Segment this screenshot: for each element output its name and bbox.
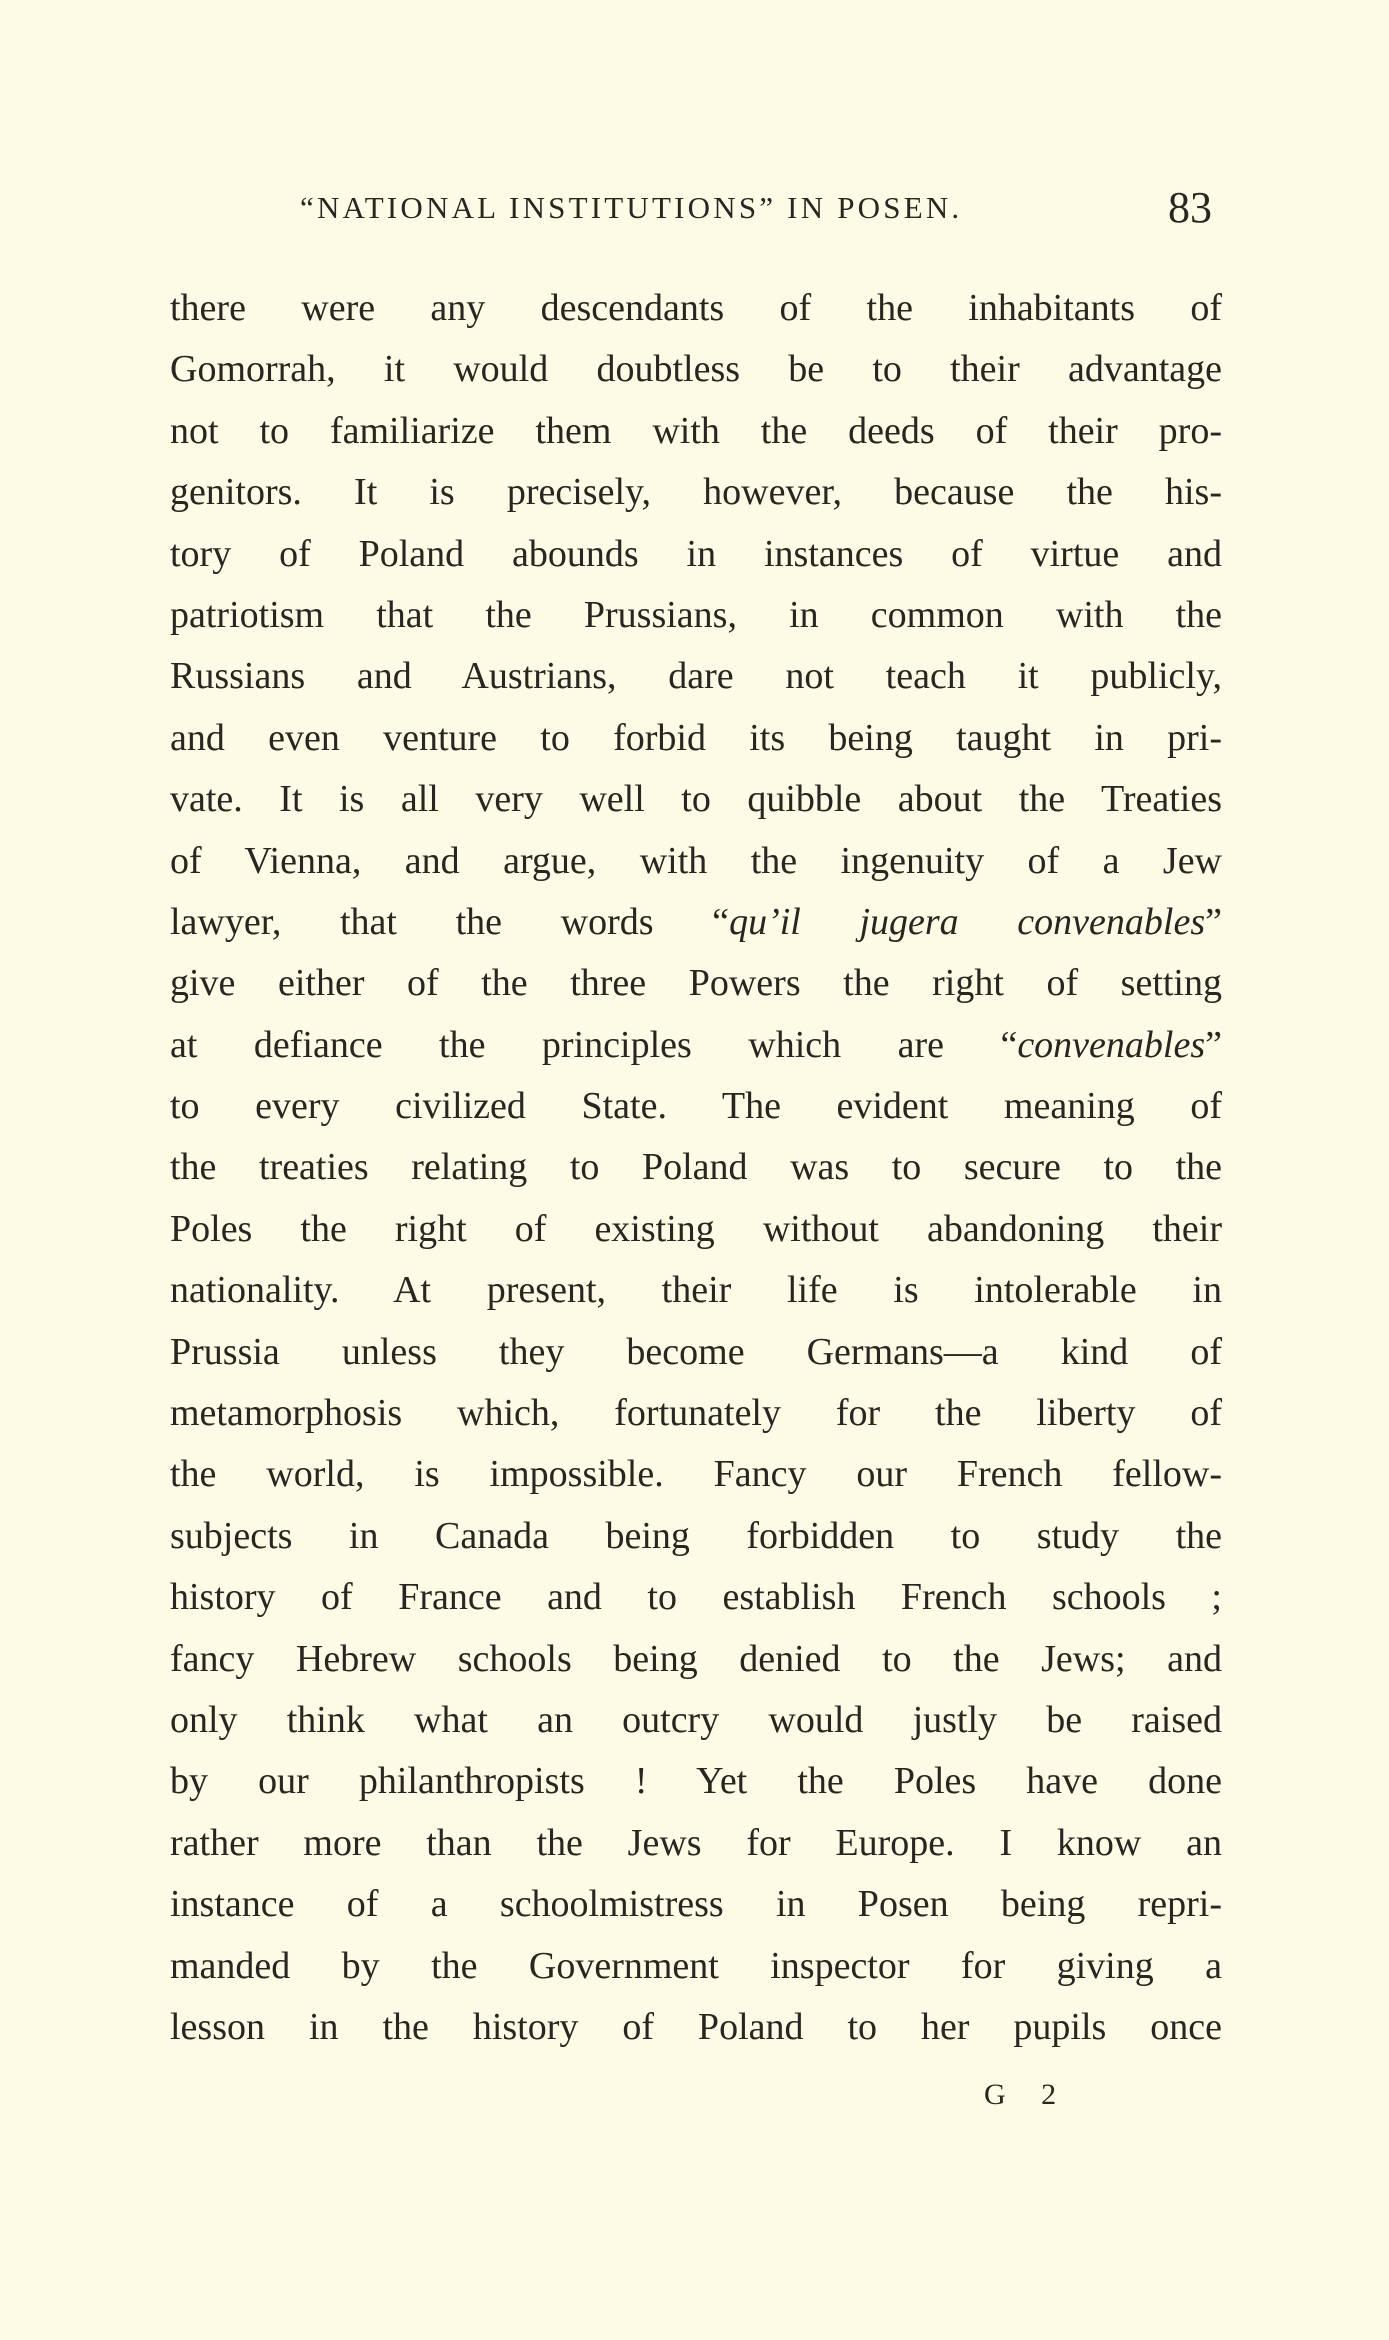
- text-line: rather more than the Jews for Europe. I know an: [170, 1821, 1222, 1864]
- text-line: vate. It is all very well to quibble about the Treaties: [170, 778, 1222, 821]
- text-line: [170, 1015, 1222, 1076]
- text-line: give either of the three Powers the right of setting: [170, 962, 1222, 1005]
- text-line: metamorphosis which, fortunately for the liberty of: [170, 1392, 1222, 1435]
- page-number: 83: [1168, 183, 1212, 232]
- text-line: nationality. At present, their life is intolerable in: [170, 1269, 1222, 1312]
- text-line: and even venture to forbid its being taught in pri-: [170, 716, 1222, 759]
- text-line: instance of a schoolmistress in Posen being repri-: [170, 1883, 1222, 1926]
- text-segment: ”: [1205, 900, 1222, 943]
- text-line: by our philanthropists ! Yet the Poles have done: [170, 1760, 1222, 1803]
- text-line: to every civilized State. The evident meaning of: [170, 1085, 1222, 1128]
- text-line: patriotism that the Prussians, in common with the: [170, 593, 1222, 636]
- text-line: fancy Hebrew schools being denied to the Jews; and: [170, 1637, 1222, 1680]
- text-line: not to familiarize them with the deeds of their pro-: [170, 409, 1222, 452]
- running-head: [300, 182, 1220, 242]
- text-line: of Vienna, and argue, with the ingenuity of a Jew: [170, 839, 1222, 882]
- text-line: Prussia unless they become Germans—a kind of: [170, 1330, 1222, 1373]
- text-line: there were any descendants of the inhabitants of: [170, 287, 1222, 329]
- text-segment: ”: [1205, 1023, 1222, 1066]
- text-line: only think what an outcry would justly be raised: [170, 1698, 1222, 1741]
- text-segment: at defiance the principles which are “: [170, 1023, 1018, 1066]
- italic-phrase: convenables: [1017, 1023, 1206, 1066]
- text-line: Poles the right of existing without abandoning their: [170, 1207, 1222, 1250]
- text-line: the world, is impossible. Fancy our French fellow-: [170, 1453, 1222, 1496]
- text-line: subjects in Canada being forbidden to study the: [170, 1514, 1222, 1557]
- text-segment: lawyer, that the words “: [170, 900, 730, 943]
- text-line: the treaties relating to Poland was to secure to the: [170, 1146, 1222, 1189]
- italic-phrase: qu’il jugera convenables: [729, 900, 1206, 943]
- body-text: [170, 278, 1222, 2058]
- text-line: lesson in the history of Poland to her pupils once: [170, 2005, 1222, 2048]
- text-line: tory of Poland abounds in instances of virtue and: [170, 532, 1222, 575]
- text-line: Russians and Austrians, dare not teach it publicly,: [170, 655, 1222, 698]
- signature-mark: G 2: [984, 2078, 1071, 2111]
- running-title: “NATIONAL INSTITUTIONS” IN POSEN.: [300, 190, 963, 225]
- text-line: manded by the Government inspector for giving a: [170, 1944, 1222, 1987]
- text-line: [170, 892, 1222, 953]
- text-line: history of France and to establish French schools ;: [170, 1576, 1222, 1619]
- text-line: genitors. It is precisely, however, because the his-: [170, 471, 1222, 514]
- text-line: Gomorrah, it would doubtless be to their advantage: [170, 348, 1222, 391]
